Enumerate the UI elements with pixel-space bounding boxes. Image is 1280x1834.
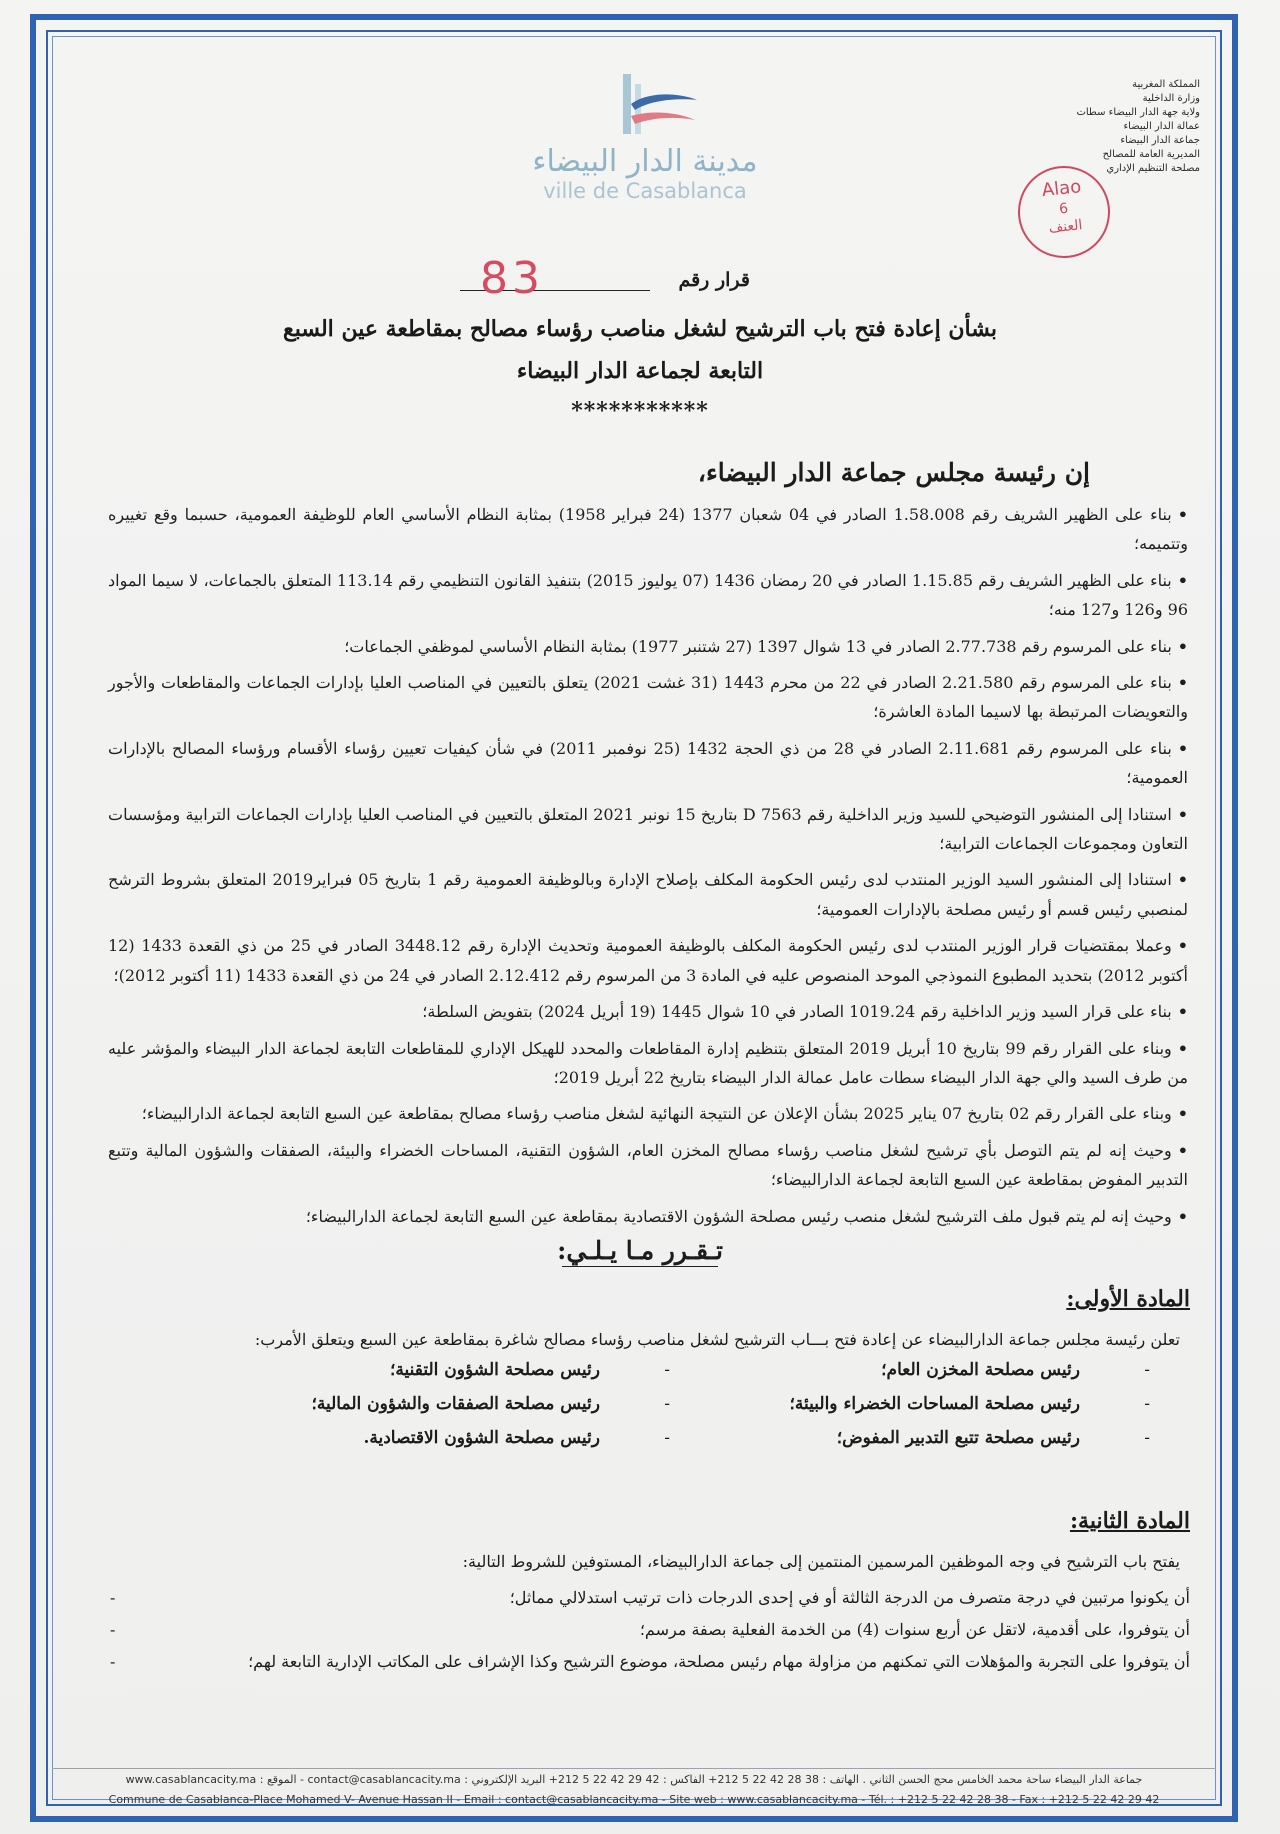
post-item [670,1360,1150,1380]
consideration-text: وحيث إنه لم يتم قبول ملف الترشيح لشغل منصب رئيس مصلحة الشؤون الاقتصادية بمقاطعة عين السبع التابعة لجماعة الدارالبيضاء؛ [305,1206,1172,1226]
consideration-item [108,1202,1188,1231]
bullet-icon: • [1177,1140,1188,1160]
bullet-icon: • [1177,804,1189,824]
president-line: إن رئيسة مجلس جماعة الدار البيضاء، [697,458,1090,487]
admin-line: عمالة الدار البيضاء [1123,121,1200,132]
admin-line: مصلحة التنظيم الإداري [1106,163,1200,174]
post-item [670,1394,1150,1414]
decree-label: قرار رقم [678,269,750,291]
consideration-text: بناء على الظهير الشريف رقم 1.58.008 الصادر في 04 شعبان 1377 (24 فبراير 1958) بمثابة النظام الأساسي العام للوظيفة العمومية، حسبما وقع تغييره وتتميمه؛ [108,505,1188,554]
bullet-icon: • [1177,505,1188,524]
condition-text: أن يكونوا مرتبين في درجة متصرف من الدرجة الثالثة أو في إحدى الدرجات ذات ترتيب استدلالي مماثل؛ [509,1588,1190,1607]
consideration-item [108,500,1188,559]
bullet-icon: • [1177,570,1188,590]
post-label: رئيس مصلحة الصفقات والشؤون المالية؛ [311,1394,600,1414]
consideration-item [108,1034,1188,1093]
post-item [190,1394,670,1414]
condition-dash: - [110,1620,116,1639]
consideration-item [108,1099,1188,1128]
administrative-header [1050,78,1200,176]
logo-french-name: ville de Casablanca [543,179,747,203]
bullet-icon: • [1177,1206,1188,1226]
post-dash: - [664,1428,670,1448]
consideration-item [108,997,1188,1026]
stamp-code: Alao [1040,176,1083,202]
article-2-title: المادة الثانية: [1069,1508,1190,1534]
condition-dash: - [110,1588,116,1607]
bullet-icon: • [1177,936,1189,956]
footer-arabic: جماعة الدار البيضاء ساحة محمد الخامس محج الحسن الثاني . الهاتف : 38 28 42 22 5 212+ الفاكس : 42 29 42 22 5 212+ البريد الإلكتروني : contact@casablancacity.ma - الموقع : www.casablancacity.ma [125,1773,1143,1786]
condition-item [110,1614,1190,1646]
admin-line: ولاية جهة الدار البيضاء سطات [1076,107,1200,118]
consideration-text: بناء على الظهير الشريف رقم 1.15.85 الصادر في 20 رمضان 1436 (07 يوليوز 2015) بتنفيذ القانون التنظيمي رقم 113.14 المتعلق بالجماعات، لا سيما المواد 96 و126 و127 منه؛ [108,570,1188,620]
consideration-text: بناء على قرار السيد وزير الداخلية رقم 1019.24 الصادر في 10 شوال 1445 (19 أبريل 2024) بتفويض السلطة؛ [422,1002,1172,1022]
consideration-text: وحيث إنه لم يتم التوصل بأي ترشيح لشغل مناصب رؤساء مصالح المخزن العام، الشؤون التقنية، المساحات الخضراء والبيئة، الصفقات والشؤون المالية وتتبع التدبير المفوض بمقاطعة عين السبع التابعة لجماعة الدارالبيضاء؛ [108,1140,1188,1190]
post-dash: - [1144,1428,1150,1448]
post-dash: - [1144,1394,1150,1414]
post-item [190,1428,670,1448]
condition-item [110,1646,1190,1678]
decree-number-row [460,253,750,303]
bullet-icon: • [1177,636,1188,656]
condition-item [110,1582,1190,1614]
stamp-number: 6 [1058,200,1069,218]
consideration-item [108,800,1188,859]
considerations-list [108,500,1188,1238]
post-label: رئيس مصلحة المساحات الخضراء والبيئة؛ [789,1394,1080,1414]
logo-arabic-name: مدينة الدار البيضاء [532,144,758,179]
post-dash: - [664,1394,670,1414]
logo-mark-icon [585,70,705,140]
stamp-word: العنف [1047,217,1084,237]
consideration-text: بناء على المرسوم رقم 2.21.580 الصادر في 22 من محرم 1443 (31 غشت 2021) يتعلق بالتعيين في المناصب العليا بإدارات الجماعات والمقاطعات والأجور والتعويضات المرتبطة بها لاسيما المادة العاشرة؛ [108,673,1188,722]
footer-divider [52,1768,1216,1769]
bullet-icon: • [1177,673,1189,693]
admin-line: المملكة المغربية [1132,79,1200,90]
consideration-text: استنادا إلى المنشور التوضيحي للسيد وزير الداخلية رقم D 7563 بتاريخ 15 نونبر 2021 المتعلق بالتعيين في المناصب العليا بإدارات الجماعات الترابية ومؤسسات التعاون ومجموعات الجماعات الترابية؛ [108,804,1188,854]
admin-line: المديرية العامة للمصالح [1102,149,1200,160]
condition-text: أن يتوفروا على التجربة والمؤهلات التي تمكنهم من مزاولة مهام رئيس مصلحة، موضوع الترشيح وكذا الإشراف على المكاتب الإدارية التابعة لهم؛ [248,1652,1190,1671]
post-label: رئيس مصلحة المخزن العام؛ [881,1360,1080,1380]
condition-dash: - [110,1652,116,1671]
decides-underline [562,1266,718,1267]
consideration-text: بناء على المرسوم رقم 2.11.681 الصادر في 28 من ذي الحجة 1432 (25 نوفمبر 2011) في شأن كيفيات تعيين رؤساء الأقسام ورؤساء المصالح بالإدارات العمومية؛ [108,738,1188,788]
consideration-item [108,1136,1188,1195]
article-1-title: المادة الأولى: [1066,1286,1190,1312]
consideration-item [108,668,1188,727]
consideration-item [108,632,1188,661]
decree-number: 83 [480,253,544,304]
decides-heading: تـقـرر مـا يـلـي: [557,1236,723,1265]
consideration-text: وبناء على القرار رقم 99 بتاريخ 10 أبريل 2019 المتعلق بتنظيم إدارة المقاطعات والمحدد للهيكل الإداري للمقاطعات التابعة لجماعة الدار البيضاء والمؤشر عليه من طرف السيد والي جهة الدار البيضاء سطات عامل عمالة الدار البيضاء بتاريخ 22 أبريل 2019؛ [108,1038,1188,1087]
article-1-intro: تعلن رئيسة مجلس جماعة الدارالبيضاء عن إعادة فتح بـــاب الترشيح لشغل مناصب رؤساء مصالح شاغرة بمقاطعة عين السبع ويتعلق الأمرب: [254,1330,1180,1349]
decree-title-line-1: بشأن إعادة فتح باب الترشيح لشغل مناصب رؤساء مصالح بمقاطعة عين السبع [283,316,997,342]
condition-text: أن يتوفروا، على أقدمية، لاتقل عن أربع سنوات (4) من الخدمة الفعلية بصفة مرسم؛ [639,1620,1190,1639]
post-dash: - [1144,1360,1150,1380]
casablanca-logo [520,70,770,220]
consideration-text: وبناء على القرار رقم 02 بتاريخ 07 يناير 2025 بشأن الإعلان عن النتيجة النهائية لشغل مناصب رؤساء مصالح بمقاطعة عين السبع التابعة لجماعة الدارالبيضاء؛ [141,1104,1172,1124]
post-dash: - [664,1360,670,1380]
post-label: رئيس مصلحة تتبع التدبير المفوض؛ [836,1428,1080,1448]
bullet-icon: • [1177,1038,1188,1058]
bullet-icon: • [1177,1002,1188,1022]
consideration-item [108,865,1188,924]
post-item [670,1428,1150,1448]
admin-line: وزارة الداخلية [1142,93,1200,104]
consideration-item [108,734,1188,793]
post-label: رئيس مصلحة الشؤون الاقتصادية. [363,1428,600,1448]
consideration-text: بناء على المرسوم رقم 2.77.738 الصادر في 13 شوال 1397 (27 شتنبر 1977) بمثابة النظام الأساسي لموظفي الجماعات؛ [344,636,1172,656]
consideration-item [108,566,1188,625]
bullet-icon: • [1177,738,1189,758]
footer-french: Commune de Casablanca-Place Mohamed V- Avenue Hassan II - Email : contact@casablancacity.ma - Site web : www.casablancacity.ma - Tél. : +212 5 22 42 28 38 - Fax : +212 5 22 42 29 42 [108,1793,1160,1806]
admin-line: جماعة الدار البيضاء [1120,135,1200,146]
bullet-icon: • [1177,870,1189,890]
conditions-list [110,1582,1190,1678]
consideration-text: وعملا بمقتضيات قرار الوزير المنتدب لدى رئيس الحكومة المكلف بالوظيفة العمومية وتحديث الإدارة رقم 3448.12 الصادر في 25 من ذي القعدة 1433 (12 أكتوبر 2012) بتحديد المطبوع النموذجي الموحد المنصوص عليه في المادة 3 من المرسوم رقم 2.12.412 الصادر في 24 من ذي القعدة 1433 (11 أكتوبر 2012)؛ [108,936,1188,985]
title-separator: *********** [571,398,709,424]
consideration-text: استنادا إلى المنشور السيد الوزير المنتدب لدى رئيس الحكومة المكلف بإصلاح الإدارة وبالوظيفة العمومية رقم 1 بتاريخ 05 فبراير2019 المتعلق بشروط الترشح لمنصبي رئيس قسم أو رئيس مصلحة بالإدارات العمومية؛ [108,870,1188,919]
bullet-icon: • [1177,1104,1188,1124]
post-label: رئيس مصلحة الشؤون التقنية؛ [389,1360,600,1380]
article-2-intro: يفتح باب الترشيح في وجه الموظفين المرسمين المنتمين إلى جماعة الدارالبيضاء، المستوفين للشروط التالية: [462,1552,1180,1571]
consideration-item [108,931,1188,990]
post-item [190,1360,670,1380]
decree-title-line-2: التابعة لجماعة الدار البيضاء [516,358,764,384]
